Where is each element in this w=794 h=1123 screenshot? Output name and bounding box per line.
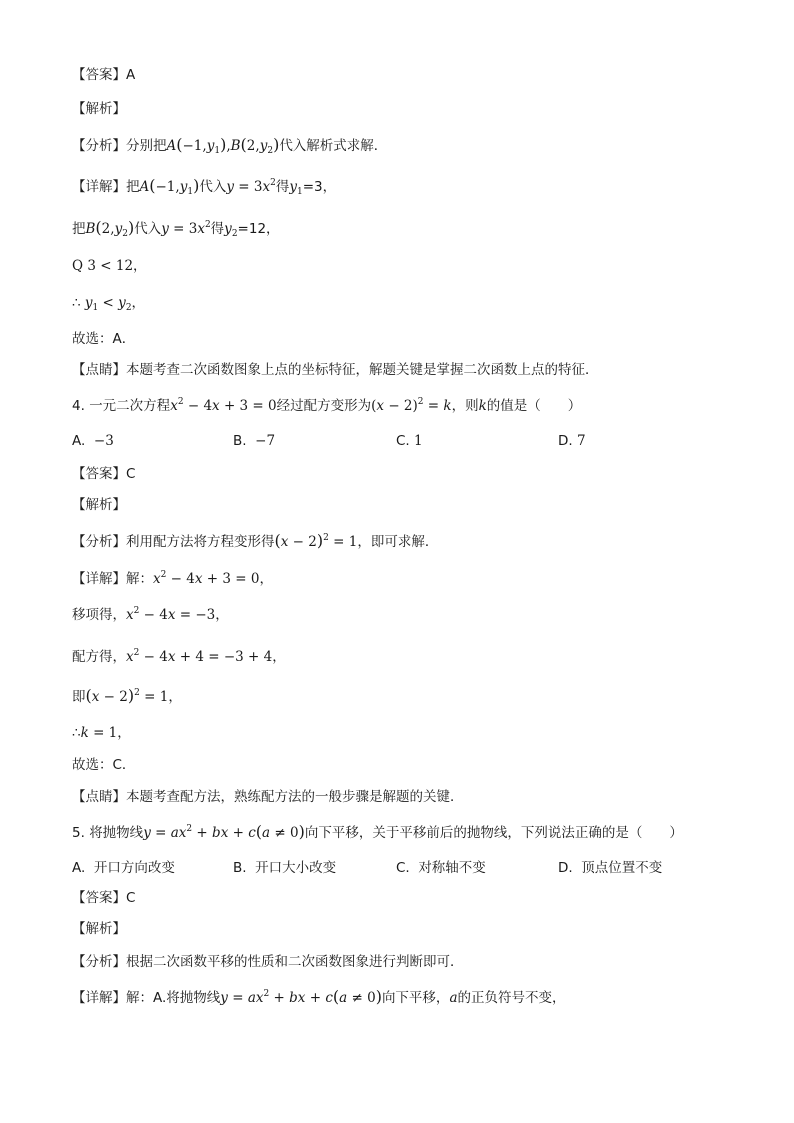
q3-analysis-heading: 【解析】 <box>72 101 126 117</box>
q5-detail: 【详解】解：A.将抛物线$y = ax^2$ + bx + c(a ≠ 0)向下平移，a的正负符号不变， <box>72 987 566 1006</box>
q4-complete: 配方得，$x^2 - 4x + 4 = -3 + 4$， <box>72 648 286 665</box>
q3-because: Q 3 < 12， <box>72 258 147 274</box>
q3-fenxi: 【分析】分别把$A(-1,y_1),B(2,y_2)$代入解析式求解． <box>72 135 388 156</box>
q4-analysis-heading: 【解析】 <box>72 497 126 513</box>
q4-move: 移项得，$x^2 - 4x = -3$， <box>72 606 229 623</box>
q5-analysis-heading: 【解析】 <box>72 921 126 937</box>
q5-option-c: C. 对称轴不变 <box>396 860 486 876</box>
q3-detail-step1: 【详解】把$A(-1,y_1)$代入$y = 3x^2$得$y_1=3$， <box>72 176 337 197</box>
q5-stem: 5. 将抛物线$y = ax^2$ + bx + c(a ≠ 0)向下平移，关于平移前后的抛物线，下列说法正确的是（ ） <box>72 822 683 841</box>
q5-answer: 【答案】C <box>72 890 136 906</box>
q4-option-b: B. −7 <box>233 433 276 449</box>
q3-therefore: ∴ $y_1 < y_2$， <box>72 295 146 313</box>
q3-detail-step2: 把$B(2,y_2)$代入$y = 3x^2$得$y_2=12$， <box>72 218 280 239</box>
q5-option-b: B. 开口大小改变 <box>233 860 337 876</box>
q5-option-a: A. 开口方向改变 <box>72 860 175 876</box>
q4-option-d: D. 7 <box>558 433 586 449</box>
q4-option-c: C. 1 <box>396 433 423 449</box>
q3-choice: 故选：A． <box>72 331 136 347</box>
q4-stem: 4. 一元二次方程$x^2 - 4x + 3 = 0$经过配方变形为$(x - 2)^2 = k$，则k的值是（ ） <box>72 397 582 414</box>
q3-comment: 【点睛】本题考查二次函数图象上点的坐标特征，解题关键是掌握二次函数上点的特征． <box>72 362 599 378</box>
q4-ie: 即$(x - 2)^2 = 1$， <box>72 686 182 705</box>
q4-choice: 故选：C． <box>72 757 136 773</box>
q4-answer: 【答案】C <box>72 466 136 482</box>
q4-option-a: A. −3 <box>72 433 114 449</box>
q4-therefore: ∴k = 1， <box>72 725 131 741</box>
q4-fenxi: 【分析】利用配方法将方程变形得$(x - 2)^2 = 1$，即可求解． <box>72 531 439 550</box>
q4-comment: 【点睛】本题考查配方法，熟练配方法的一般步骤是解题的关键． <box>72 789 464 805</box>
q5-option-d: D. 顶点位置不变 <box>558 860 663 876</box>
q4-detail: 【详解】解：$x^2 - 4x + 3 = 0$， <box>72 570 273 587</box>
q5-fenxi: 【分析】根据二次函数平移的性质和二次函数图象进行判断即可． <box>72 954 464 970</box>
q3-answer: 【答案】A <box>72 67 136 83</box>
